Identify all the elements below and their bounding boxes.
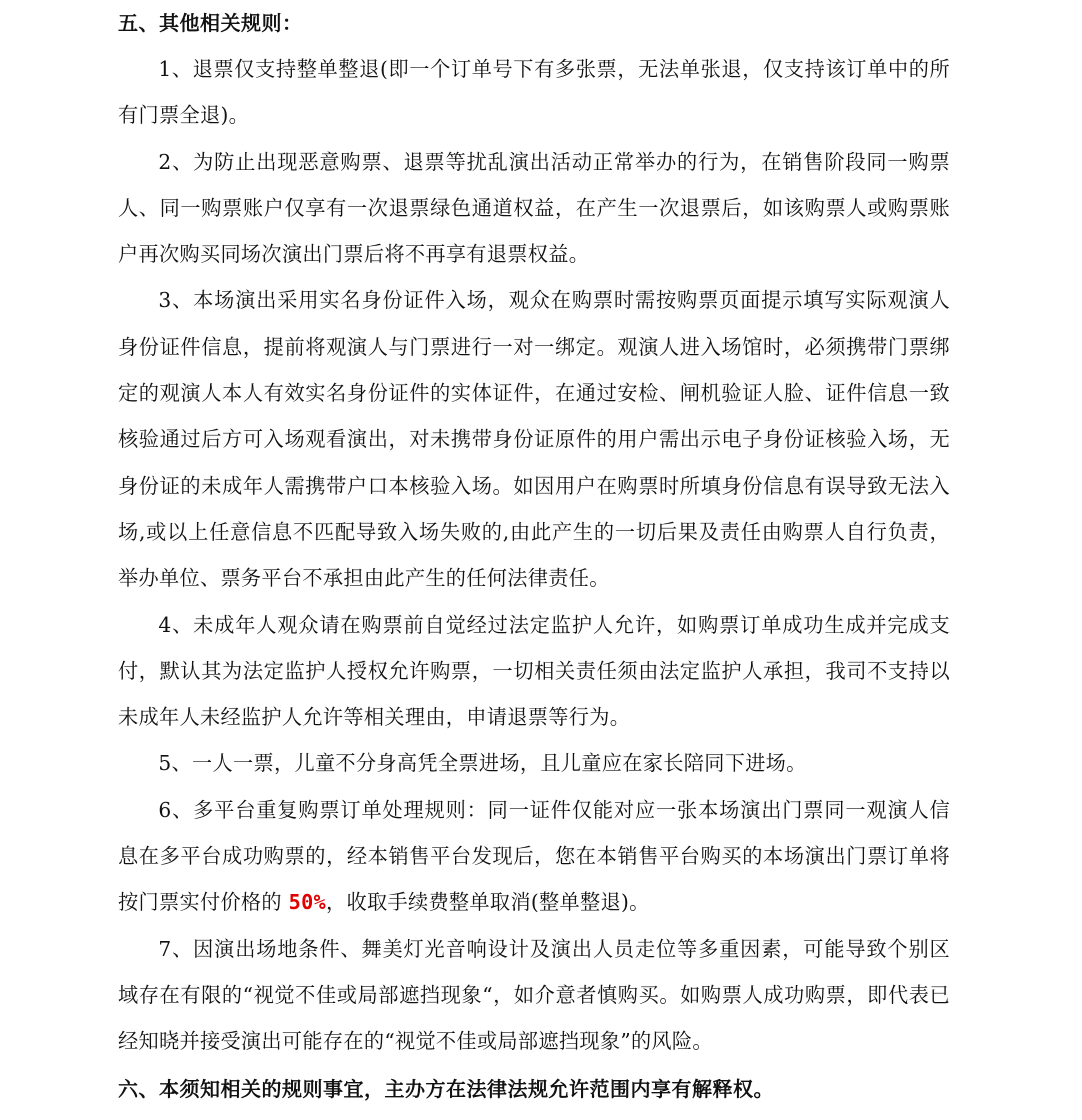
document-page — [118, 0, 950, 1101]
section-5-heading: 五、其他相关规则： — [118, 11, 303, 35]
rule-2: 2、为防止出现恶意购票、退票等扰乱演出活动正常举办的行为，在销售阶段同一购票人、同一购票账户仅享有一次退票绿色通道权益，在产生一次退票后，如该购票人或购票账户再次购买同场次演出门票后将不再享有退票权益。 — [118, 149, 950, 267]
rule-4: 4、未成年人观众请在购票前自觉经过法定监护人允许，如购票订单成功生成并完成支付，默认其为法定监护人授权允许购票，一切相关责任须由法定监护人承担，我司不支持以未成年人未经监护人允许等相关理由，申请退票等行为。 — [118, 612, 950, 730]
rule-6 — [118, 787, 950, 926]
rule-1: 1、退票仅支持整单整退(即一个订单号下有多张票，无法单张退，仅支持该订单中的所有门票全退)。 — [118, 57, 950, 128]
rule-6-text-after: ，收取手续费整单取消(整单整退)。 — [326, 890, 650, 915]
rule-5: 5、一人一票，儿童不分身高凭全票进场，且儿童应在家长陪同下进场。 — [158, 751, 807, 776]
rule-6-text-before: 6、多平台重复购票订单处理规则：同一证件仅能对应一张本场演出门票同一观演人信息在多平台成功购票的，经本销售平台发现后，您在本销售平台购买的本场演出门票订单将按门票实付价格的 — [118, 797, 950, 915]
section-6-heading: 六、本须知相关的规则事宜，主办方在法律法规允许范围内享有解释权。 — [118, 1077, 774, 1101]
rule-3: 3、本场演出采用实名身份证件入场，观众在购票时需按购票页面提示填写实际观演人身份证件信息，提前将观演人与门票进行一对一绑定。观演人进入场馆时，必须携带门票绑定的观演人本人有效实名身份证件的实体证件，在通过安检、闸机验证人脸、证件信息一致核验通过后方可入场观看演出，对未携带身份证原件的用户需出示电子身份证核验入场，无身份证的未成年人需携带户口本核验入场。如因用户在购票时所填身份信息有误导致无法入场,或以上任意信息不匹配导致入场失败的,由此产生的一切后果及责任由购票人自行负责，举办单位、票务平台不承担由此产生的任何法律责任。 — [118, 288, 950, 591]
fee-percentage-highlight: 50% — [288, 890, 326, 915]
rule-7: 7、因演出场地条件、舞美灯光音响设计及演出人员走位等多重因素，可能导致个别区域存在有限的“视觉不佳或局部遮挡现象“，如介意者慎购买。如购票人成功购票，即代表已经知晓并接受演出可能存在的“视觉不佳或局部遮挡现象”的风险。 — [118, 936, 950, 1054]
